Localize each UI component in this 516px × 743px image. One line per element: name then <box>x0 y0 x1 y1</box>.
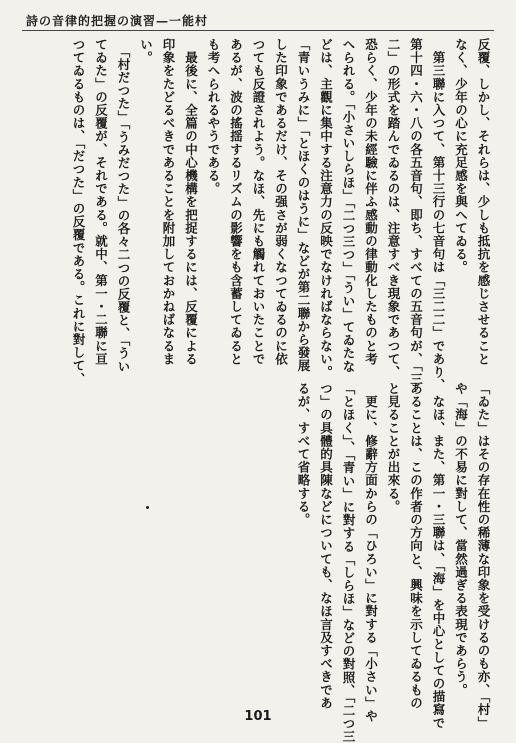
text-line: つても反證されよう。なほ、先にも觸れておいたことで <box>251 38 266 366</box>
ink-dot <box>146 506 149 509</box>
text-line: つ」の具體的具陳などについても、なほ言及すべきであ <box>318 382 334 710</box>
text-line: も考へられるやうである。 <box>206 38 221 196</box>
text-line: 二」の形式を踏んでゐるのは、注意すべき現象であつて、 <box>386 38 401 379</box>
text-line: した印象であるだけ、その强さが弱くなつてゐるのに依 <box>273 38 289 366</box>
text-line: 恐らく、少年の未經驗に伴ふ感動の律動化したものと考 <box>363 38 379 366</box>
page-number: 101 <box>244 709 272 724</box>
text-line: てゐた」の反覆が、それである。就中、第一・二聯に亘 <box>93 38 109 366</box>
upper-text-block <box>67 38 495 392</box>
text-line: と見ることが出來る。 <box>386 382 401 513</box>
text-line: 「ゐた」はその存在性の稀薄な印象を受けるのも亦、「村」 <box>476 382 491 730</box>
text-line: 第十四・六・八の各五音句、即ち、すべての五音句が、「三 <box>408 38 424 386</box>
text-line: 「村だつた」「うみだつた」の各々二つの反覆と、「うい <box>116 38 131 373</box>
text-line: 最後に、全篇の中心機構を把捉するには、反覆による <box>183 38 199 366</box>
text-line: るが、すべて省略する。 <box>296 382 311 527</box>
text-line: あることは、この作者の方向と、興味を示してゐるもの <box>408 382 424 710</box>
text-line: 「とほく」、「青い」に對する「しらほ」などの對照、「二つ三 <box>341 382 356 743</box>
text-line: 「青いうみに」「とほくのはうに」などが第二聯から發展 <box>296 38 311 373</box>
header-rule <box>22 30 494 31</box>
text-line: 第三聯に入つて、第十三行の七音句は「三二二」であり、 <box>431 38 446 392</box>
lower-text-block <box>292 382 495 743</box>
text-line: 反覆、しかし、それらは、少しも抵抗を感じさせること <box>476 38 491 366</box>
text-line: あるが、波の搖揺するリズムの影響をも含蓄してゐると <box>228 38 244 366</box>
text-line: へられる。「小さいしらほ」「二つ三つ」「うい」てゐたな <box>341 38 356 373</box>
text-line: 更に、修辭方面からの「ひろい」に對する「小さい」や <box>363 382 379 723</box>
text-line: なほ、また、第一・三聯は、「海」を中心としての描寫で <box>431 382 446 730</box>
text-line: い。 <box>138 38 154 65</box>
text-line: つてゐるものは、「だつた」の反覆である。これに對して、 <box>71 38 86 386</box>
text-line: や「海」の不易に對して、當然過ぎる表現であらう。 <box>453 382 469 697</box>
text-line: 印象をたどるべきであることを附加しておかねばなるま <box>161 38 176 366</box>
text-line: どは、主觀に集中する注意力の反映でなければならない。 <box>318 38 334 379</box>
running-head: 詩の音律的把握の演習—一能村 <box>26 14 209 28</box>
text-line: なく、少年の心に充足感を與へてゐる。 <box>453 38 469 274</box>
